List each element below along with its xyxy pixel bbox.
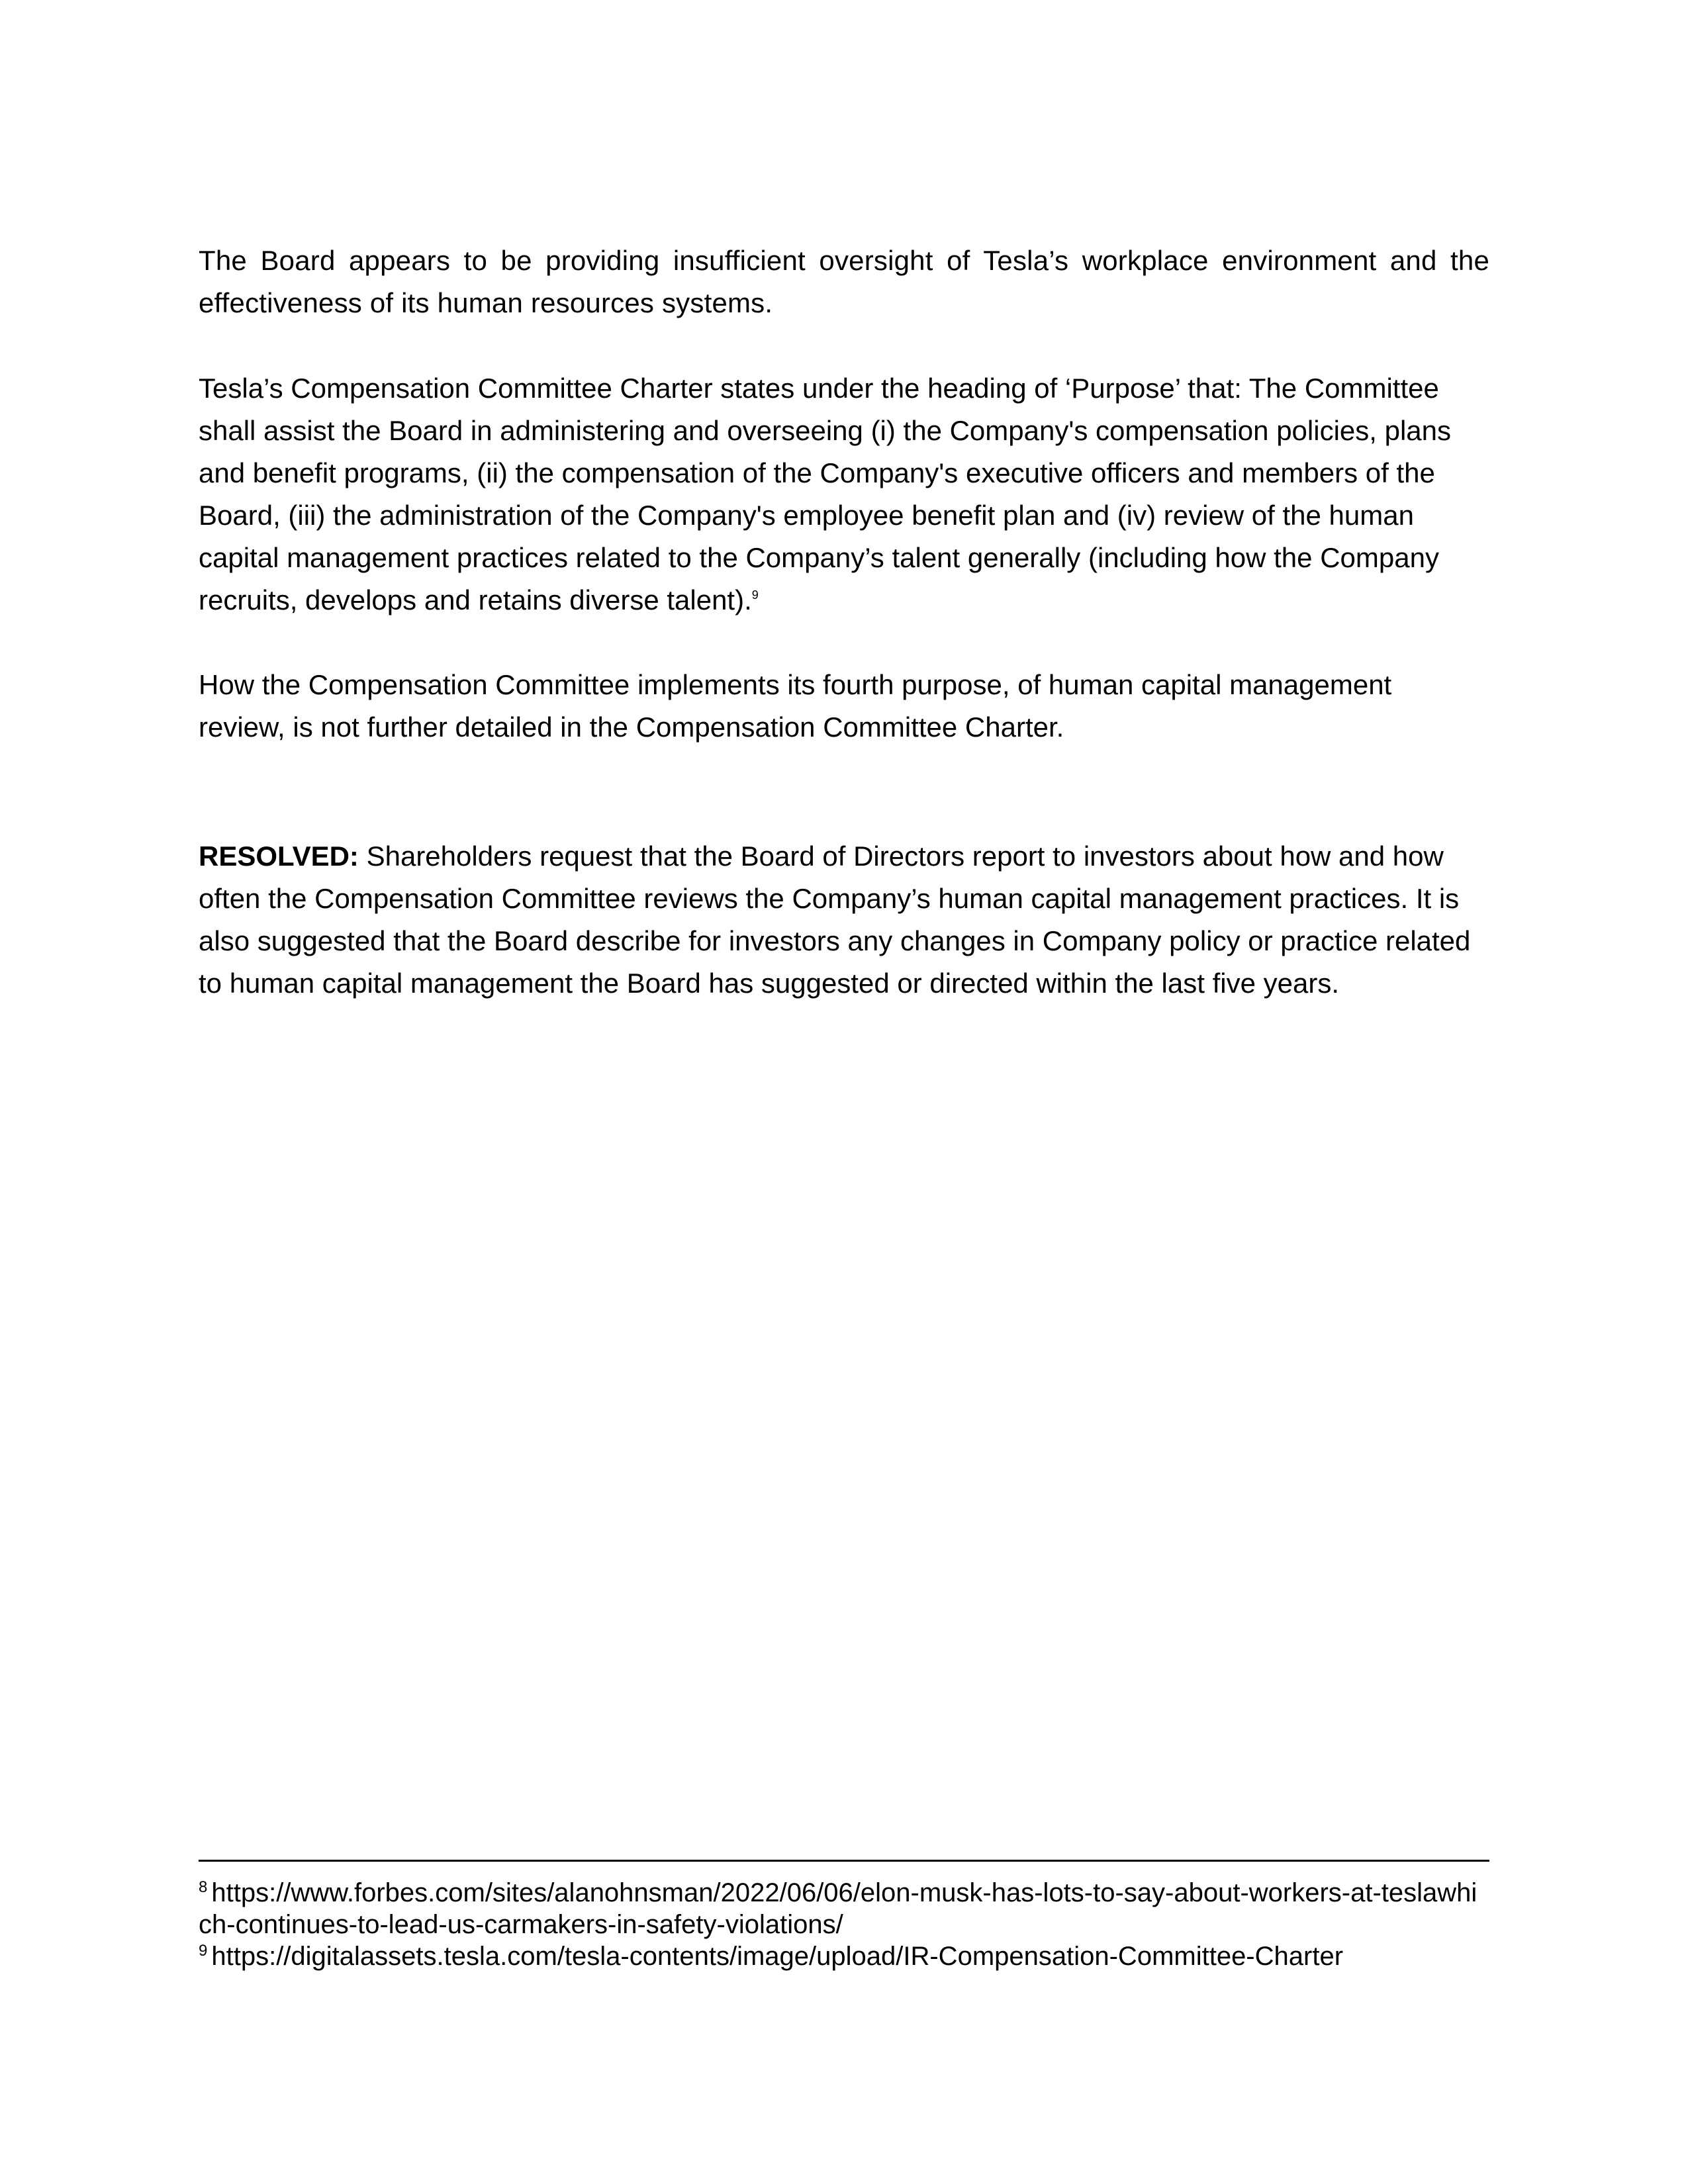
- footnote-mark: 9: [199, 1942, 208, 1960]
- footnote-link[interactable]: https://digitalassets.tesla.com/tesla-contents/image/upload/IR-Compensation-Committee-Charter: [211, 1942, 1344, 1971]
- footnote-mark: 8: [199, 1878, 208, 1896]
- resolved-label: RESOLVED:: [199, 841, 359, 872]
- footnote-reference: 9: [751, 588, 759, 602]
- footnote-link[interactable]: https://www.forbes.com/sites/alanohnsman/2022/06/06/elon-musk-has-lots-to-say-about-workers-at-teslawhich-continues-to-lead-us-carmakers-in-safety-violations/: [199, 1878, 1477, 1939]
- footnotes: [199, 1877, 1489, 1972]
- paragraph-text: How the Compensation Committee implements its fourth purpose, of human capital management review, is not further detailed in the Compensation Committee Charter.: [199, 669, 1392, 743]
- paragraph-board-oversight: [199, 240, 1489, 324]
- footnote-8: [199, 1877, 1489, 1940]
- paragraph-compensation-charter: [199, 367, 1479, 621]
- paragraph-fourth-purpose: [199, 664, 1479, 749]
- paragraph-text: The Board appears to be providing insufficient oversight of Tesla’s workplace environment and the effectiveness of its human resources systems.: [199, 245, 1489, 318]
- footnote-9: [199, 1940, 1489, 1972]
- paragraph-resolution: [199, 835, 1479, 1005]
- footnote-separator: [199, 1860, 1489, 1862]
- paragraph-text: Shareholders request that the Board of Directors report to investors about how and how often the Compensation Committee reviews the Company’s human capital management practices. It is also suggested that the Board describe for investors any changes in Company policy or practice related to human capital management the Board has suggested or directed within the last five years.: [199, 841, 1471, 999]
- paragraph-text: Tesla’s Compensation Committee Charter states under the heading of ‘Purpose’ that: The Committee shall assist the Board in administering and overseeing (i) the Company's compensation policies, plans and benefit programs, (ii) the compensation of the Company's executive officers and members of the Board, (iii) the administration of the Company's employee benefit plan and (iv) review of the human capital management practices related to the Company’s talent generally (including how the Company recruits, develops and retains diverse talent).: [199, 373, 1452, 615]
